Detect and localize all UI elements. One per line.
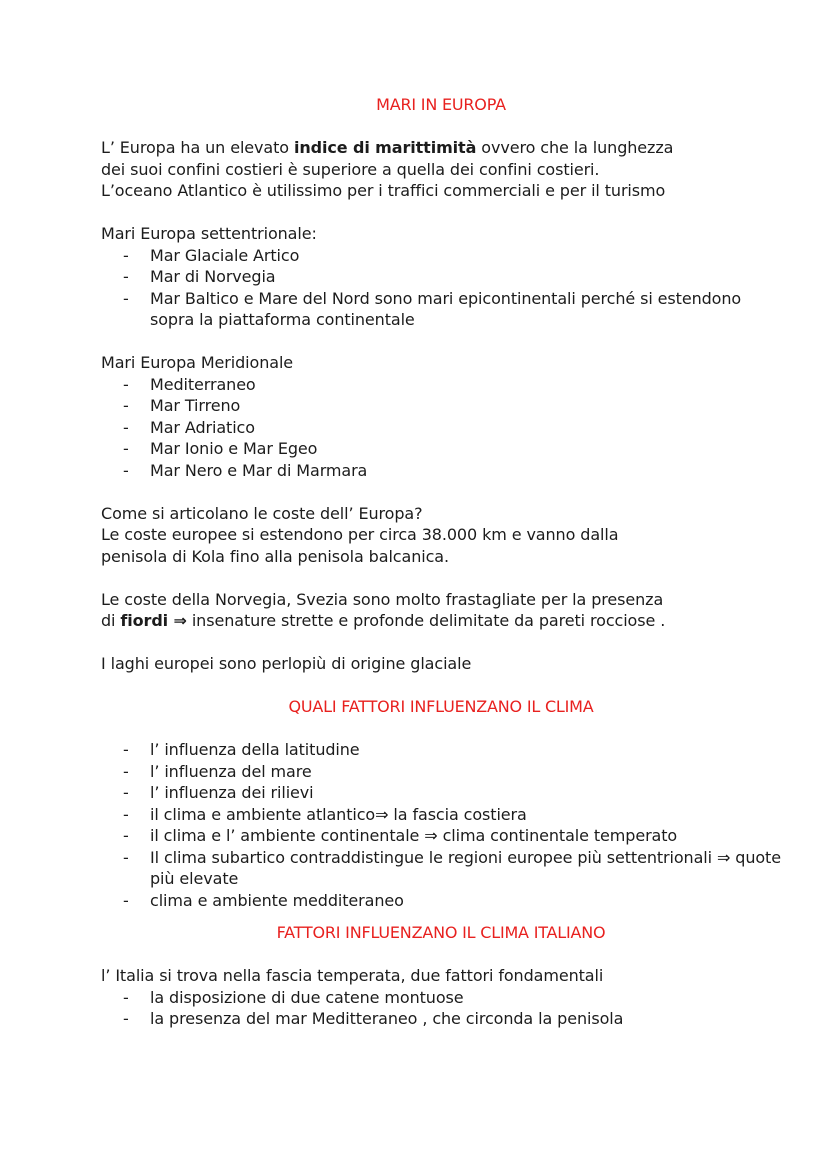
list-item: - l’ influenza dei rilievi — [123, 782, 781, 804]
fjords-text: insenature strette e profonde delimitate da pareti rocciose . — [186, 611, 666, 630]
intro-text: ovvero che la lunghezza — [476, 138, 674, 157]
lakes-line: I laghi europei sono perlopiù di origine glaciale — [101, 654, 472, 673]
list-item: - l’ influenza della latitudine — [123, 739, 781, 761]
list-item: - Mar Glaciale Artico — [123, 245, 781, 267]
coasts-question: Come si articolano le coste dell’ Europa? — [101, 503, 423, 523]
intro-paragraph — [101, 137, 781, 202]
intro-text: L’ Europa ha un elevato — [101, 138, 294, 157]
climate-factors-list — [101, 739, 781, 911]
list-item: - Mediterraneo — [123, 374, 781, 396]
intro-line-2: dei suoi confini costieri è superiore a quella dei confini costieri. — [101, 159, 600, 179]
heading-mari-in-europa: MARI IN EUROPA — [376, 95, 506, 114]
fjords-line-1: Le coste della Norvegia, Svezia sono molto frastagliate per la presenza — [101, 589, 664, 609]
list-item: - il clima e ambiente atlantico⇒ la fascia costiera — [123, 804, 781, 826]
intro-bold-term: indice di marittimità — [293, 138, 477, 157]
list-item: - l’ influenza del mare — [123, 761, 781, 783]
list-item: - clima e ambiente medditeraneo — [123, 890, 781, 912]
list-item: - Mar Tirreno — [123, 395, 781, 417]
coasts-answer-line-1: Le coste europee si estendono per circa 38.000 km e vanno dalla — [101, 525, 619, 544]
intro-line-1 — [101, 137, 781, 159]
fjords-line-2 — [101, 610, 781, 632]
document-body — [101, 94, 781, 1030]
south-seas-label: Mari Europa Meridionale — [101, 353, 294, 372]
list-item: - Mar Ionio e Mar Egeo — [123, 438, 781, 460]
list-item: - Mar Baltico e Mare del Nord sono mari epicontinentali perché si estendono sopra la piattaforma continentale — [123, 288, 781, 331]
list-item: - la presenza del mar Meditteraneo , che circonda la penisola — [123, 1008, 781, 1030]
list-item: - Mar di Norvegia — [123, 266, 781, 288]
heading-clima-italiano: FATTORI INFLUENZANO IL CLIMA ITALIANO — [276, 923, 606, 942]
list-item: - il clima e l’ ambiente continentale ⇒ clima continentale temperato — [123, 825, 781, 847]
intro-line-3: L’oceano Atlantico è utilissimo per i traffici commerciali e per il turismo — [101, 181, 666, 200]
north-seas-label: Mari Europa settentrionale: — [101, 224, 317, 243]
coasts-answer-line-2: penisola di Kola fino alla penisola balcanica. — [101, 546, 449, 566]
fjords-text: di — [101, 611, 121, 630]
south-seas-list — [101, 374, 781, 482]
heading-fattori-clima: QUALI FATTORI INFLUENZANO IL CLIMA — [288, 697, 594, 716]
list-item: - Mar Adriatico — [123, 417, 781, 439]
italy-factors-list — [101, 987, 781, 1030]
north-seas-list — [101, 245, 781, 331]
list-item: - la disposizione di due catene montuose — [123, 987, 781, 1009]
list-item: - Mar Nero e Mar di Marmara — [123, 460, 781, 482]
fjords-bold-term: fiordi ⇒ — [120, 611, 187, 630]
italy-intro: l’ Italia si trova nella fascia temperata, due fattori fondamentali — [101, 966, 604, 985]
list-item: - Il clima subartico contraddistingue le regioni europee più settentrionali ⇒ quote più elevate — [123, 847, 781, 890]
